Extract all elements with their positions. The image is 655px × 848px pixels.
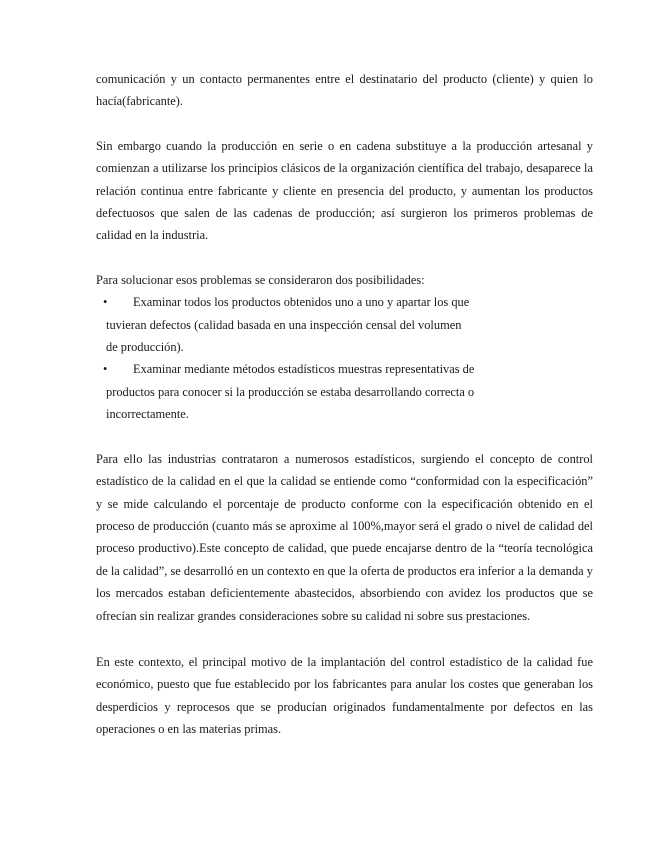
paragraph-motivo-economico: En este contexto, el principal motivo de la implantación del control estadístico de la calidad fue económico, puesto que fue establecido por los fabricantes para anular los costes que generaban los desperdicios y reprocesos que se producían originados fundamentalmente por defectos en las operaciones o en las materias primas. — [96, 654, 593, 737]
paragraph-spacer — [96, 113, 593, 135]
possibilities-list — [96, 291, 476, 425]
paragraph-spacer — [96, 426, 593, 448]
bullet-icon: • — [103, 295, 108, 310]
paragraph-contacto: comunicación y un contacto permanentes entre el destinatario del producto (cliente) y quien lo hacía(fabricante). — [96, 72, 593, 109]
paragraph-spacer — [96, 247, 593, 269]
paragraph-spacer — [96, 627, 593, 651]
list-item — [96, 291, 476, 358]
list-item-text: Examinar todos los productos obtenidos uno a uno y apartar los que tuvieran defectos (calidad basada en una inspección censal del volumen de producción). — [106, 295, 470, 355]
paragraph-produccion-serie: Sin embargo cuando la producción en serie o en cadena substituye a la producción artesanal y comienzan a utilizarse los principios clásicos de la organización científica del trabajo, desaparece la relación continua entre fabricante y cliente en presencia del producto, y aumentan los productos defectuosos que salen de las cadenas de producción; así surgieron los primeros problemas de calidad en la industria. — [96, 138, 593, 243]
list-item — [96, 358, 476, 425]
document-page — [96, 68, 593, 741]
bullet-icon: • — [103, 362, 108, 377]
paragraph-control-estadistico: Para ello las industrias contrataron a numerosos estadísticos, surgiendo el concepto de control estadístico de la calidad en el que la calidad se entiende como “conformidad con la especificación” y se mide calculando el porcentaje de producto conforme con la especificación obtenido en el proceso de producción (cuanto más se aproxime al 100%,mayor será el grado o nivel de calidad del proceso productivo).Este concepto de calidad, que puede encajarse dentro de la “teoría tecnológica de la calidad”, se desarrolló en un contexto en que la oferta de productos era inferior a la demanda y los mercados estaban deficientemente abastecidos, absorbiendo con avidez los productos que se ofrecían sin realizar grandes consideraciones sobre su calidad ni sobre sus prestaciones. — [96, 451, 593, 623]
paragraph-posibilidades-intro: Para solucionar esos problemas se consideraron dos posibilidades: — [96, 272, 425, 287]
list-item-text: Examinar mediante métodos estadísticos muestras representativas de productos para conocer si la producción se estaba desarrollando correcta o incorrectamente. — [106, 362, 475, 422]
